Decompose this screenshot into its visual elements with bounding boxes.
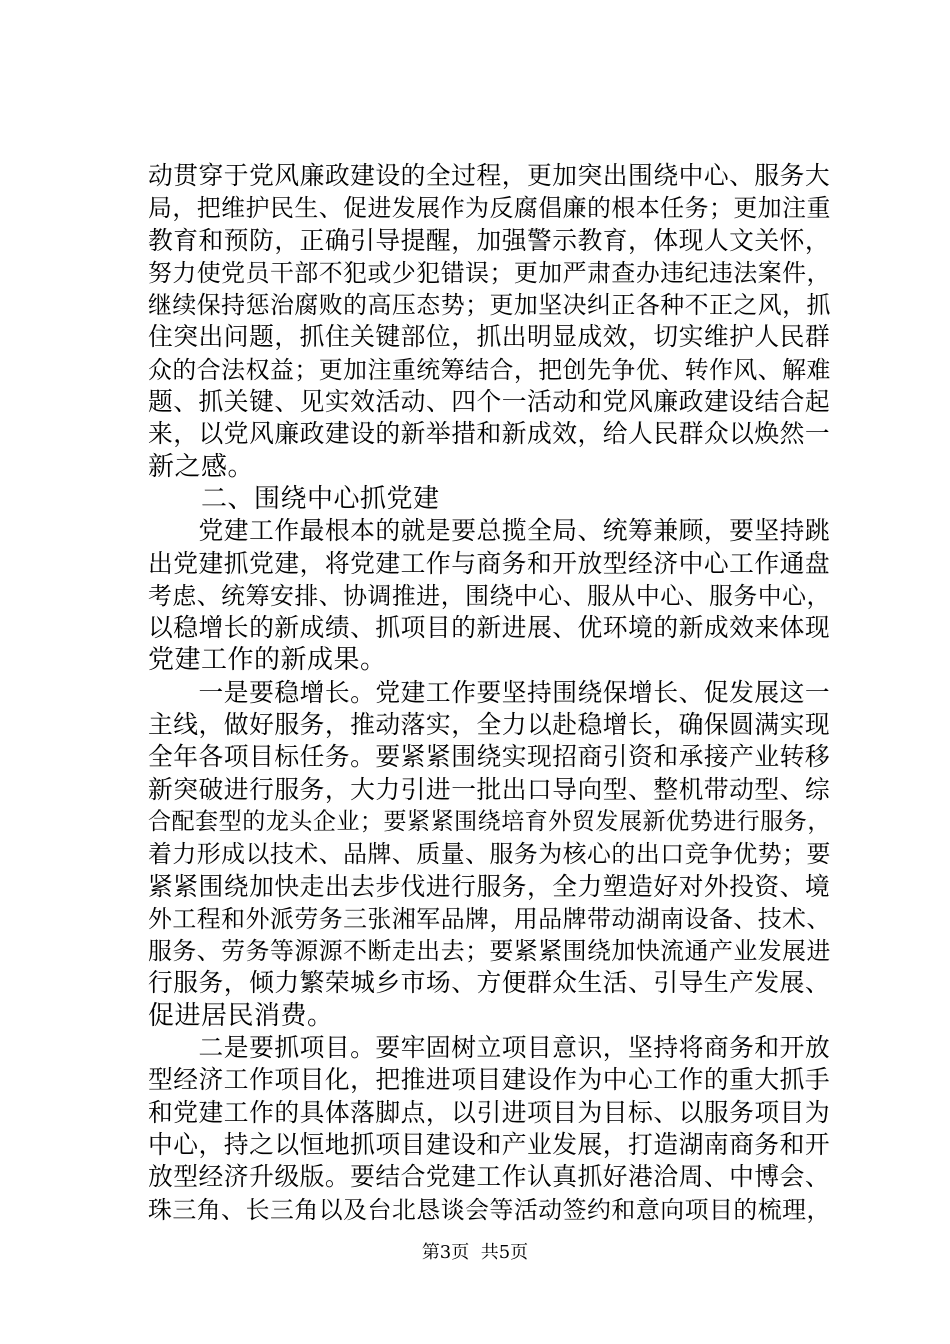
text-line: 服务、劳务等源源不断走出去；要紧紧围绕加快流通产业发展进 xyxy=(148,937,831,966)
text-line: 二、围绕中心抓党建 xyxy=(148,483,440,514)
text-line: 教育和预防，正确引导提醒，加强警示教育，体现人文关怀， xyxy=(148,225,831,255)
text-line: 全年各项目标任务。要紧紧围绕实现招商引资和承接产业转移 xyxy=(148,742,831,772)
text-line: 新之感。 xyxy=(148,451,255,482)
text-line: 合配套型的龙头企业；要紧紧围绕培育外贸发展新优势进行服务， xyxy=(148,808,831,835)
text-line: 二是要抓项目。要牢固树立项目意识，坚持将商务和开放 xyxy=(148,1033,831,1063)
text-line: 中心，持之以恒地抓项目建设和产业发展，打造湖南商务和开 xyxy=(148,1129,831,1159)
text-line: 行服务，倾力繁荣城乡市场、方便群众生活、引导生产发展、 xyxy=(148,968,831,998)
text-line: 动贯穿于党风廉政建设的全过程，更加突出围绕中心、服务大 xyxy=(148,161,831,190)
text-line: 以稳增长的新成绩、抓项目的新进展、优环境的新成效来体现 xyxy=(148,613,831,643)
text-line: 来，以党风廉政建设的新举措和新成效，给人民群众以焕然一 xyxy=(148,419,831,449)
text-line: 党建工作的新成果。 xyxy=(148,645,387,676)
text-line: 党建工作最根本的就是要总揽全局、统筹兼顾，要坚持跳 xyxy=(148,516,831,546)
text-line: 紧紧围绕加快走出去步伐进行服务，全力塑造好对外投资、境 xyxy=(148,871,831,901)
text-line: 住突出问题，抓住关键部位，抓出明显成效，切实维护人民群 xyxy=(148,322,831,352)
text-line: 新突破进行服务，大力引进一批出口导向型、整机带动型、综 xyxy=(148,774,831,804)
text-line: 型经济工作项目化，把推进项目建设作为中心工作的重大抓手 xyxy=(148,1065,831,1095)
text-line: 珠三角、长三角以及台北恳谈会等活动签约和意向项目的梳理， xyxy=(148,1195,831,1224)
page-footer: 第3页 共5页 xyxy=(421,1242,529,1263)
text-line: 和党建工作的具体落脚点，以引进项目为目标、以服务项目为 xyxy=(148,1097,831,1127)
text-line: 众的合法权益；更加注重统筹结合，把创先争优、转作风、解难 xyxy=(148,355,831,384)
text-line: 考虑、统筹安排、协调推进，围绕中心、服从中心、服务中心， xyxy=(148,581,831,610)
text-line: 局，把维护民生、促进发展作为反腐倡廉的根本任务；更加注重 xyxy=(148,194,831,223)
text-line: 继续保持惩治腐败的高压态势；更加坚决纠正各种不正之风，抓 xyxy=(148,291,831,320)
text-line: 题、抓关键、见实效活动、四个一活动和党风廉政建设结合起 xyxy=(148,387,831,417)
text-line: 促进居民消费。 xyxy=(148,1000,334,1031)
text-line: 放型经济升级版。要结合党建工作认真抓好港洽周、中博会、 xyxy=(148,1162,831,1192)
text-line: 出党建抓党建，将党建工作与商务和开放型经济中心工作通盘 xyxy=(148,548,831,578)
text-line: 着力形成以技术、品牌、质量、服务为核心的出口竞争优势；要 xyxy=(148,840,831,869)
text-line: 外工程和外派劳务三张湘军品牌，用品牌带动湖南设备、技术、 xyxy=(148,904,831,933)
text-line: 一是要稳增长。党建工作要坚持围绕保增长、促发展这一 xyxy=(148,677,831,707)
body-text xyxy=(148,160,831,1226)
text-line: 努力使党员干部不犯或少犯错误；更加严肃查办违纪违法案件， xyxy=(148,258,831,287)
text-line: 主线，做好服务，推动落实，全力以赴稳增长，确保圆满实现 xyxy=(148,710,831,740)
